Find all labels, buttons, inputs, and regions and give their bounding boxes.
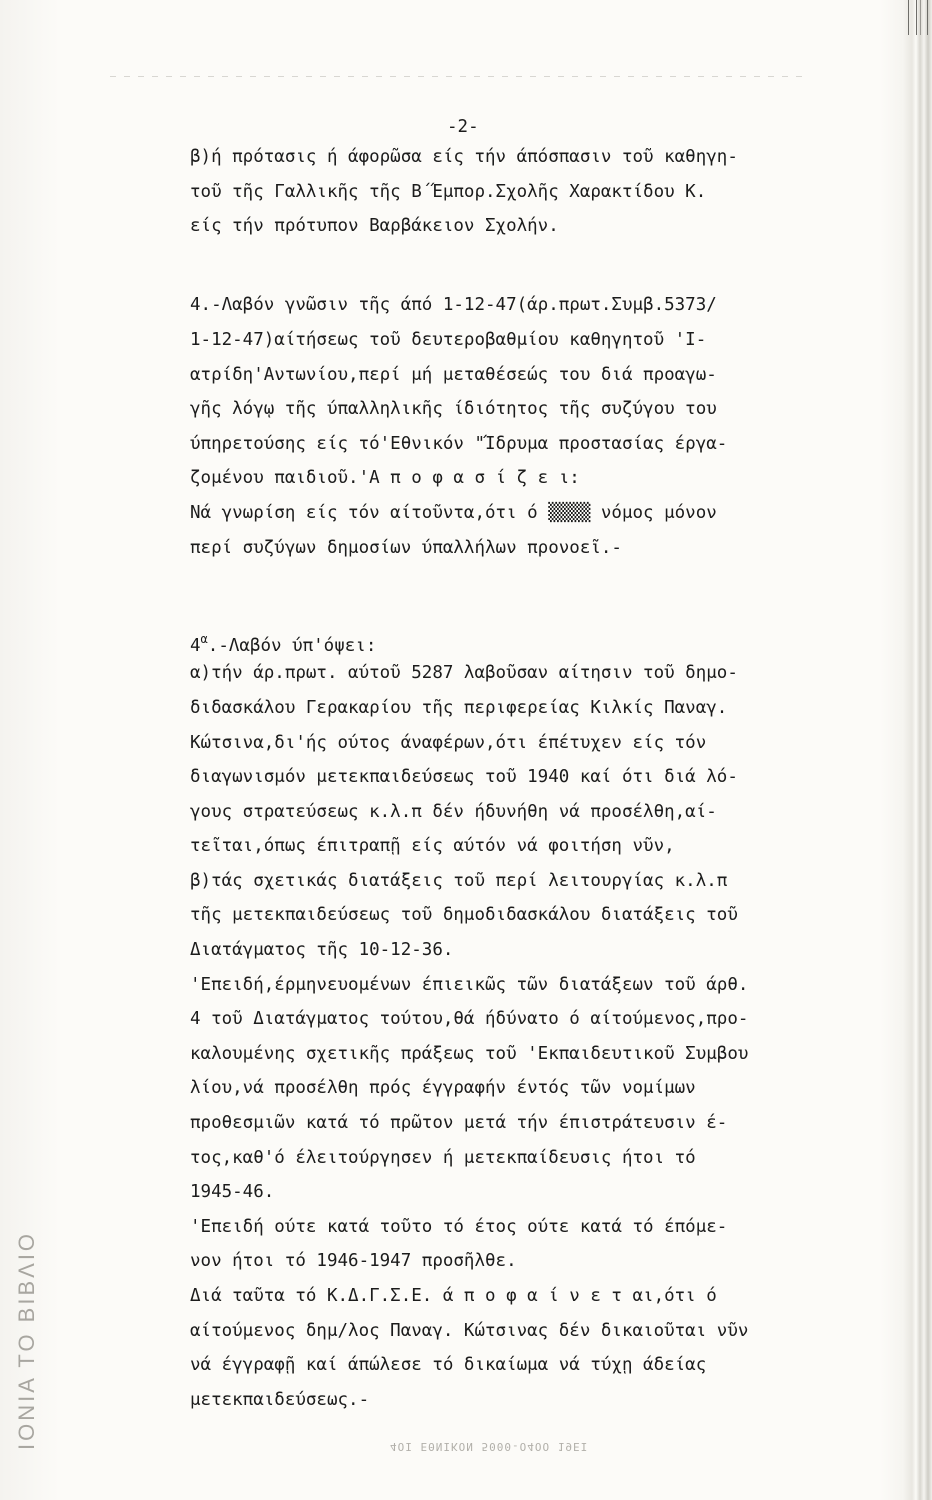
text-line: τῆς μετεκπαιδεύσεως τοῦ δημοδιδασκάλου διατάξεις τοῦ	[190, 905, 738, 926]
text-line: β)τάς σχετικάς διατάξεις τοῦ περί λειτουργίας κ.λ.π	[190, 870, 728, 891]
text-line: καλουμένης σχετικῆς πράξεως τοῦ 'Εκπαιδευτικοῦ Συμβου	[190, 1043, 749, 1064]
text-line: 'Επειδή,έρμηνευομένων έπιεικῶς τῶν διατάξεων τοῦ άρθ.	[190, 974, 749, 995]
text-line: Κώτσινα,δι'ής ούτος άναφέρων,ότι έπέτυχεν είς τόν	[190, 732, 707, 753]
text-line: ζομένου παιδιοῦ.'Α π ο φ α σ ί ζ ε ι:	[190, 468, 580, 489]
document-body	[190, 110, 910, 1417]
text-line: 4.-Λαβόν γνῶσιν τῆς άπό 1-12-47(άρ.πρωτ.Συμβ.5373/	[190, 295, 717, 316]
text-line: αίτούμενος δημ/λος Παναγ. Κώτσινας δέν δικαιοῦται νῦν	[190, 1320, 749, 1341]
text-line: 4 τοῦ Διατάγματος τούτου,θά ήδύνατο ό αίτούμενος,προ-	[190, 1009, 749, 1030]
section-b	[190, 140, 910, 244]
text-line: είς τήν πρότυπον Βαρβάκειον Σχολήν.	[190, 216, 559, 237]
text-line: ύπηρετούσης είς τό'Εθνικόν "Ίδρυμα προστασίας έργα-	[190, 433, 728, 454]
text-line: νά έγγραφῇ καί άπώλεσε τό δικαίωμα νά τύχῃ άδείας	[190, 1355, 707, 1376]
heading-superscript: α	[200, 631, 208, 646]
text-line: προθεσμιῶν κατά τό πρῶτον μετά τήν έπιστράτευσιν έ-	[190, 1113, 728, 1134]
text-line: Νά γνωρίση είς τόν αίτοῦντα,ότι ό ▒▒▒▒ νόμος μόνον	[190, 502, 717, 523]
heading-text: .-Λαβόν ύπ'όψει:	[207, 635, 377, 656]
page-number: -2-	[447, 117, 479, 137]
section-heading	[190, 622, 910, 657]
text-line: νον ήτοι τό 1946-1947 προσῆλθε.	[190, 1251, 517, 1272]
top-rule-artifact	[110, 76, 810, 77]
text-line: 'Επειδή ούτε κατά τοῦτο τό έτος ούτε κατά τό έπόμε-	[190, 1216, 728, 1237]
text-line: μετεκπαιδεύσεως.-	[190, 1389, 370, 1410]
text-line: 1-12-47)αίτήσεως τοῦ δευτεροβαθμίου καθηγητοῦ 'Ι-	[190, 329, 707, 350]
text-line: γους στρατεύσεως κ.λ.π δέν ήδυνήθη νά προσέλθη,αί-	[190, 801, 717, 822]
text-line: ατρίδη'Αντωνίου,περί μή μεταθέσεώς του διά προαγω-	[190, 364, 717, 385]
text-line: 1945-46.	[190, 1182, 275, 1203]
text-line: γῆς λόγῳ τῆς ύπαλληλικῆς ίδιότητος τῆς συζύγου του	[190, 399, 717, 420]
text-line: τοῦ τῆς Γαλλικῆς τῆς Β΄Έμπορ.Σχολῆς Χαρακτίδου Κ.	[190, 181, 707, 202]
bleed-through-print-code: 4ΟΙ ΕΘΝΙΚΟΝ 5000-Ο4ΟΟ 19ΕΙ	[390, 1440, 589, 1453]
text-line: διαγωνισμόν μετεκπαιδεύσεως τοῦ 1940 καί ότι διά λό-	[190, 767, 738, 788]
text-line: α)τήν άρ.πρωτ. αύτοῦ 5287 λαβοῦσαν αίτησιν τοῦ δημο-	[190, 663, 738, 684]
heading-number: 4	[190, 635, 201, 656]
text-line: τεῖται,όπως έπιτραπῇ είς αύτόν νά φοιτήση νῦν,	[190, 836, 675, 857]
text-line: λίου,νά προσέλθη πρός έγγραφήν έντός τῶν νομίμων	[190, 1078, 696, 1099]
text-line: Διά ταῦτα τό Κ.Δ.Γ.Σ.Ε. ά π ο φ α ί ν ε τ αι,ότι ό	[190, 1286, 717, 1306]
text-line: Διατάγματος τῆς 10-12-36.	[190, 940, 454, 961]
left-margin-stamp: ΙΟΝΙΑ ΤΟ ΒΙΒΛΙΟ	[14, 1230, 39, 1450]
text-line: β)ή πρότασις ή άφορῶσα είς τήν άπόσπασιν τοῦ καθηγη-	[190, 147, 738, 167]
section-4a	[190, 622, 910, 1418]
text-line: διδασκάλου Γερακαρίου τῆς περιφερείας Κιλκίς Παναγ.	[190, 697, 728, 718]
text-line: περί συζύγων δημοσίων ύπαλλήλων προνοεῖ.-	[190, 537, 622, 558]
section-4	[190, 288, 910, 565]
text-line: τος,καθ'ό έλειτούργησεν ή μετεκπαίδευσις ήτοι τό	[190, 1147, 696, 1168]
